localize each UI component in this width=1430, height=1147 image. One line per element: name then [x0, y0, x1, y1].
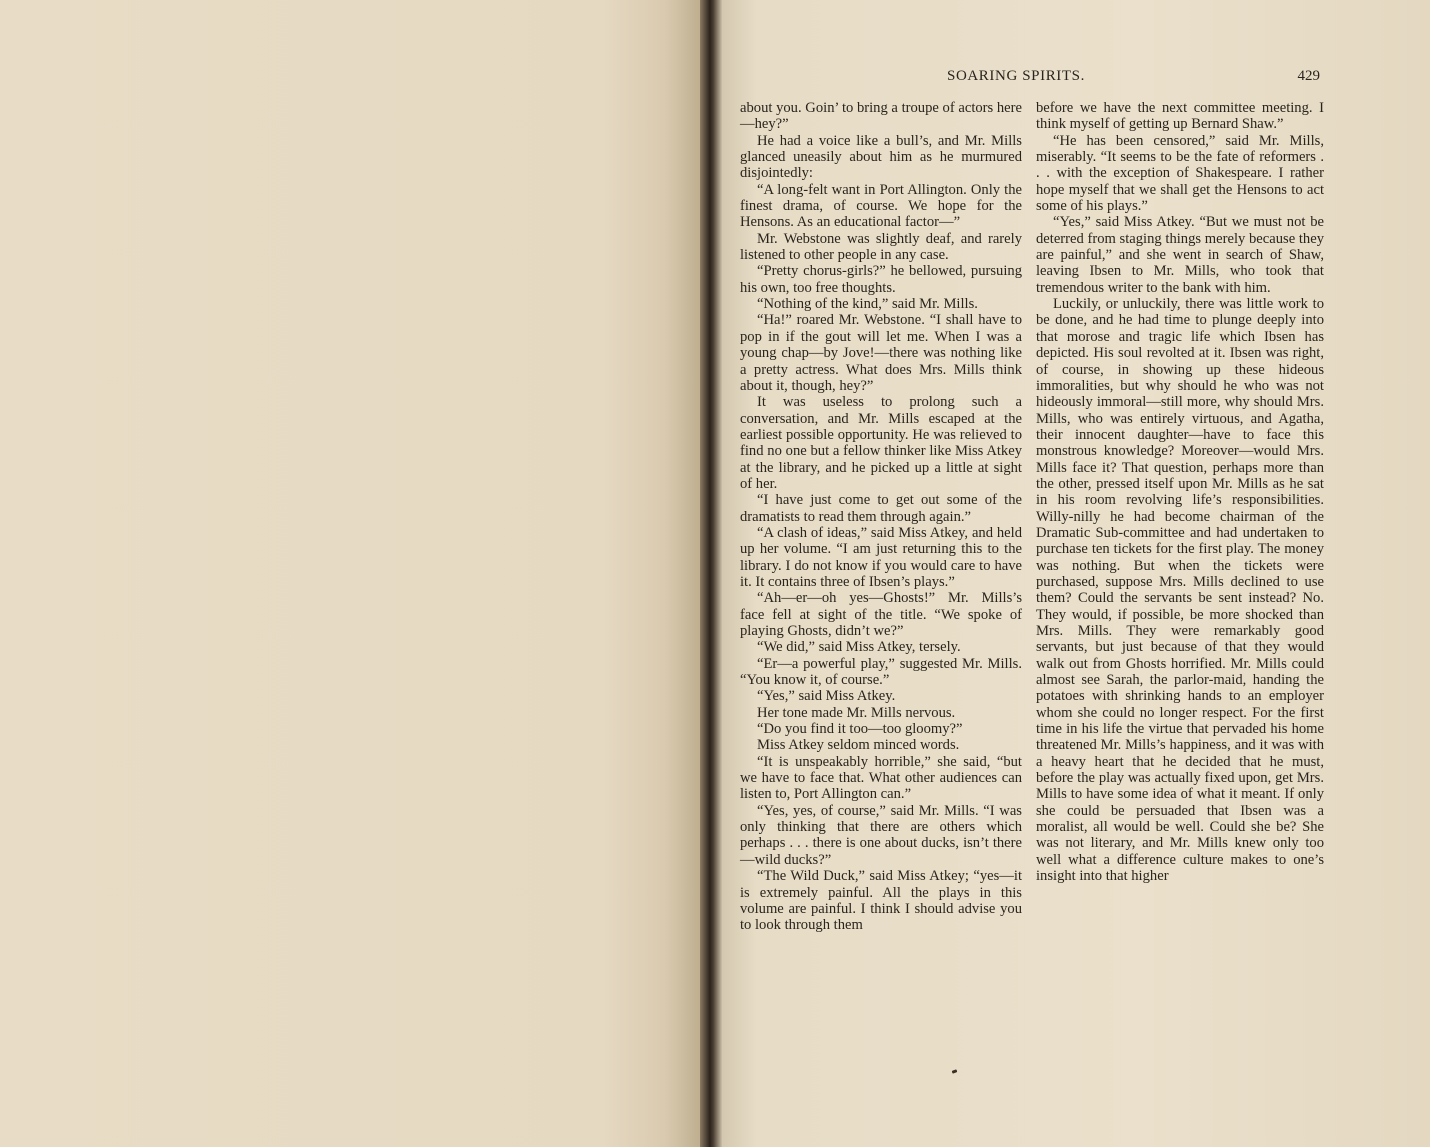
paragraph: “Er—a powerful play,” suggested Mr. Mills. “You know it, of course.”: [740, 655, 1022, 689]
paragraph: Her tone made Mr. Mills nervous.: [757, 704, 956, 721]
paragraph: Luckily, or unluckily, there was little work to be done, and he had time to plunge deeply into that morose and tragic life which Ibsen has depicted. His soul revolted at it. Ibsen was right, of course, in showing up these hideous immoralities, but why should he who was not hideously immoral—still more, why should Mrs. Mills, who was entirely virtuous, and Agatha, their innocent daughter—have to face this monstrous knowledge? Moreover—would Mrs. Mills face it? That question, perhaps more than the other, pressed itself upon Mr. Mills as he sat in his room revolving life’s responsibilities. Willy-nilly he had become chairman of the Dramatic Sub-committee and had undertaken to purchase ten tickets for the first play. The money was nothing. But when the tickets were purchased, suppose Mrs. Mills declined to use them? Could the servants be sent instead? No. They would, if possible, be more shocked than Mrs. Mills. They were remarkably good servants, but just because of that they would walk out from Ghosts horrified. Mr. Mills could almost see Sarah, the parlor-maid, handing the potatoes with shrinking hands to an employer whom she could no longer respect. For the first time in his life the virtue that pervaded his home threatened Mr. Mills’s happiness, and it was with a heavy heart that he decided that he must, before the play was actually fixed upon, get Mrs. Mills to have some idea of what it meant. If only she could be persuaded that Ibsen was a moralist, all would be well. Could she be? She was not literary, and Mr. Mills knew only too well what a difference culture makes to one’s insight into that higher: [1036, 296, 1324, 885]
paragraph: “Pretty chorus-girls?” he bellowed, pursuing his own, too free thoughts.: [740, 263, 1022, 296]
paragraph: It was useless to prolong such a conversation, and Mr. Mills escaped at the earliest possible opportunity. He was relieved to find no one but a fellow thinker like Miss Atkey at the library, and he picked up a little at sight of her.: [740, 394, 1022, 492]
book-gutter: [700, 0, 722, 1147]
paragraph: “A long-felt want in Port Allington. Only the finest drama, of course. We hope for the Hensons. As an educational factor—”: [740, 181, 1022, 231]
paragraph: “Yes,” said Miss Atkey. “But we must not be deterred from staging things merely because they are painful,” and she went in search of Shaw, leaving Ibsen to Mr. Mills, who took that tremendous writer to the bank with him.: [1036, 214, 1324, 296]
paragraph: “He has been censored,” said Mr. Mills, miserably. “It seems to be the fate of reformers . . . with the exception of Shakespeare. I rather hope myself that we shall get the Hensons to act some of his plays.”: [1036, 132, 1324, 215]
paragraph: He had a voice like a bull’s, and Mr. Mills glanced uneasily about him as he murmured disjointedly:: [740, 132, 1022, 182]
paragraph: “Do you find it too—too gloomy?”: [757, 721, 963, 738]
text-column-right: [1036, 100, 1324, 885]
paragraph: about you. Goin’ to bring a troupe of actors here—hey?”: [740, 100, 1022, 133]
paragraph: “Ha!” roared Mr. Webstone. “I shall have to pop in if the gout will let me. When I was a young chap—by Jove!—there was nothing like a pretty actress. What does Mrs. Mills think about it, though, hey?”: [740, 312, 1022, 394]
paragraph: before we have the next committee meeting. I think myself of getting up Bernard Shaw.”: [1036, 100, 1324, 133]
paragraph: “Yes, yes, of course,” said Mr. Mills. “I was only thinking that there are others which perhaps . . . there is one about ducks, isn’t there—wild ducks?”: [740, 802, 1022, 868]
text-column-left: [740, 100, 1022, 934]
paragraph: “Yes,” said Miss Atkey.: [757, 688, 896, 705]
left-page-blank: [0, 0, 708, 1147]
paragraph: “Nothing of the kind,” said Mr. Mills.: [757, 296, 978, 313]
running-title: SOARING SPIRITS.: [947, 68, 1085, 84]
paragraph: “Ah—er—oh yes—Ghosts!” Mr. Mills’s face fell at sight of the title. “We spoke of playing Ghosts, didn’t we?”: [740, 590, 1022, 639]
paragraph: “A clash of ideas,” said Miss Atkey, and held up her volume. “I am just returning this to the library. I do not know if you would care to have it. It contains three of Ibsen’s plays.”: [740, 524, 1022, 590]
paragraph: “I have just come to get out some of the dramatists to read them through again.”: [740, 492, 1022, 525]
paragraph: Mr. Webstone was slightly deaf, and rarely listened to other people in any case.: [740, 230, 1022, 264]
paragraph: Miss Atkey seldom minced words.: [757, 737, 960, 754]
paragraph: “We did,” said Miss Atkey, tersely.: [757, 639, 961, 656]
paragraph: “The Wild Duck,” said Miss Atkey; “yes—it is extremely painful. All the plays in this volume are painful. I think I should advise you to look through them: [740, 868, 1022, 934]
paragraph: “It is unspeakably horrible,” she said, “but we have to face that. What other audiences can listen to, Port Allington can.”: [740, 753, 1022, 803]
page-number: 429: [1297, 68, 1320, 84]
